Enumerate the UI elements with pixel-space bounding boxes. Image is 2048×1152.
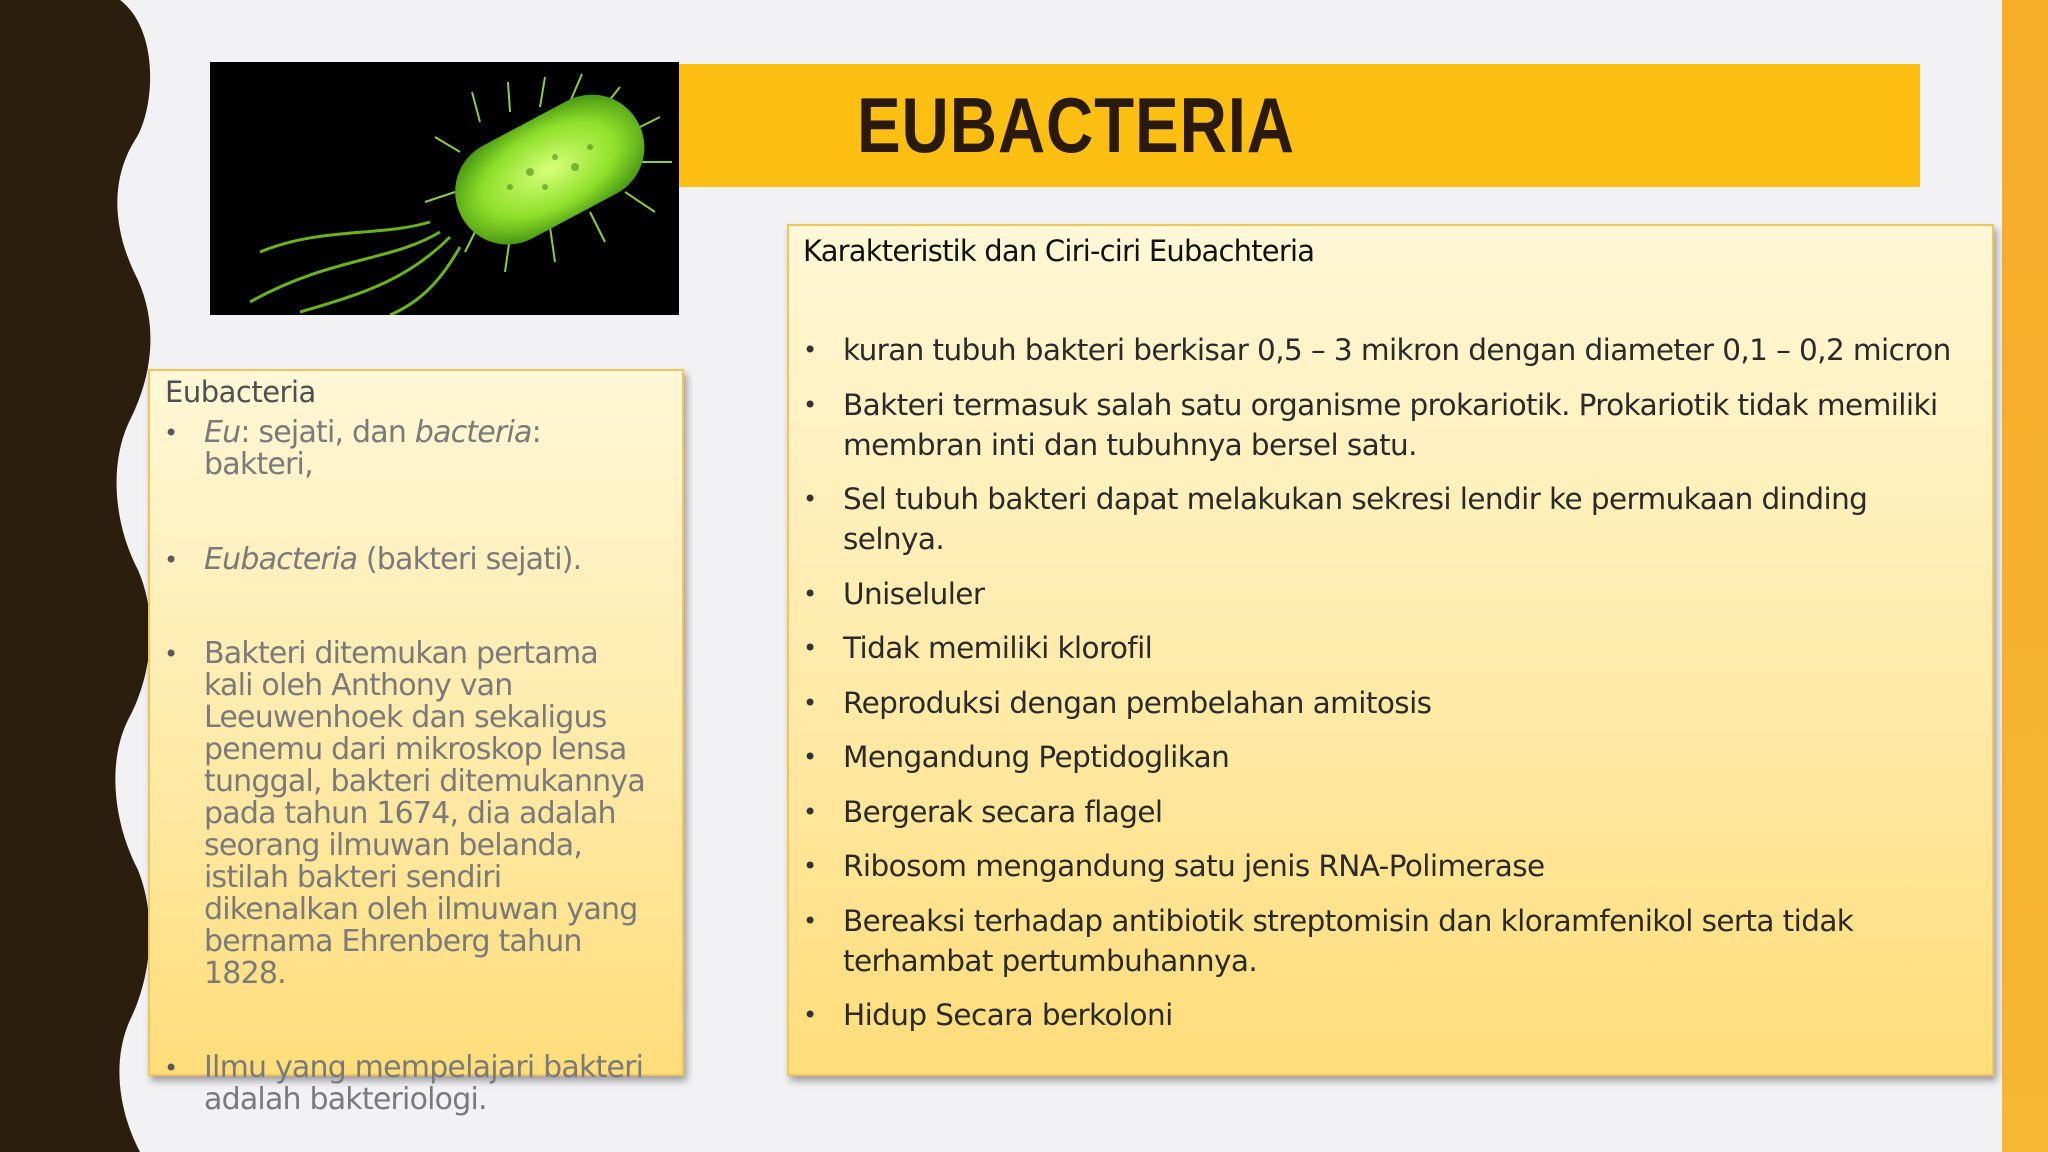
right-box-heading: Karakteristik dan Ciri-ciri Eubachteria — [803, 234, 1315, 268]
bullet: • — [803, 485, 817, 513]
list-item: • Ilmu yang mempelajari bakteri adalah bakteriologi. — [164, 1050, 644, 1117]
bullet: • — [164, 419, 178, 447]
list-item: • Hidup Secara berkoloni — [803, 995, 1973, 1035]
list-item: • kuran tubuh bakteri berkisar 0,5 – 3 mikron dengan diameter 0,1 – 0,2 micron — [803, 330, 1973, 370]
bullet: • — [803, 579, 817, 608]
bacteria-image — [210, 62, 679, 315]
list-item: • Bergerak secara flagel — [803, 792, 1973, 832]
bullet: • — [803, 743, 817, 771]
list-item: • Bereaksi terhadap antibiotik streptomisin dan kloramfenikol serta tidak terhambat pertumbuhannya. — [803, 901, 1973, 981]
right-accent-bar — [2002, 0, 2048, 1152]
left-info-box — [148, 369, 684, 1117]
right-info-box — [787, 224, 1994, 1076]
bullet: • — [803, 797, 817, 826]
wavy-left-border — [0, 0, 160, 1152]
bullet: • — [803, 634, 817, 662]
right-box-list — [803, 330, 1973, 1050]
bullet: • — [803, 390, 817, 419]
bullet: • — [803, 1001, 817, 1029]
bullet: • — [803, 852, 817, 880]
bullet: • — [164, 1054, 178, 1082]
list-item: • Bakteri termasuk salah satu organisme prokariotik. Prokariotik tidak memiliki membran inti dan tubuhnya bersel satu. — [803, 385, 1973, 465]
list-item: • Uniseluler — [803, 574, 1973, 614]
bullet: • — [164, 640, 178, 668]
bullet: • — [803, 688, 817, 717]
list-item: • Eu: sejati, dan bacteria: bakteri, — [164, 415, 541, 482]
bullet: • — [803, 906, 817, 935]
list-item: • Bakteri ditemukan pertama kali oleh Anthony van Leeuwenhoek dan sekaligus penemu dari mikroskop lensa tunggal, bakteri ditemukannya pada tahun 1674, dia adalah seorang ilmuwan belanda, istilah bakteri sendiri dikenalkan oleh ilmuwan yang bernama Ehrenberg tahun 1828. — [164, 636, 645, 991]
list-item: • Ribosom mengandung satu jenis RNA-Polimerase — [803, 846, 1973, 886]
left-box-list — [164, 417, 654, 1116]
slide-title: EUBACTERIA — [857, 81, 1295, 169]
bullet: • — [164, 546, 178, 574]
list-item: • Reproduksi dengan pembelahan amitosis — [803, 683, 1973, 723]
list-item: • Tidak memiliki klorofil — [803, 628, 1973, 668]
title-band — [679, 64, 1920, 187]
left-box-heading: Eubacteria — [165, 375, 316, 409]
bullet: • — [803, 336, 817, 364]
list-item: • Eubacteria (bakteri sejati). — [164, 542, 582, 577]
list-item: • Mengandung Peptidoglikan — [803, 737, 1973, 777]
list-item: • Sel tubuh bakteri dapat melakukan sekresi lendir ke permukaan dinding selnya. — [803, 479, 1973, 559]
